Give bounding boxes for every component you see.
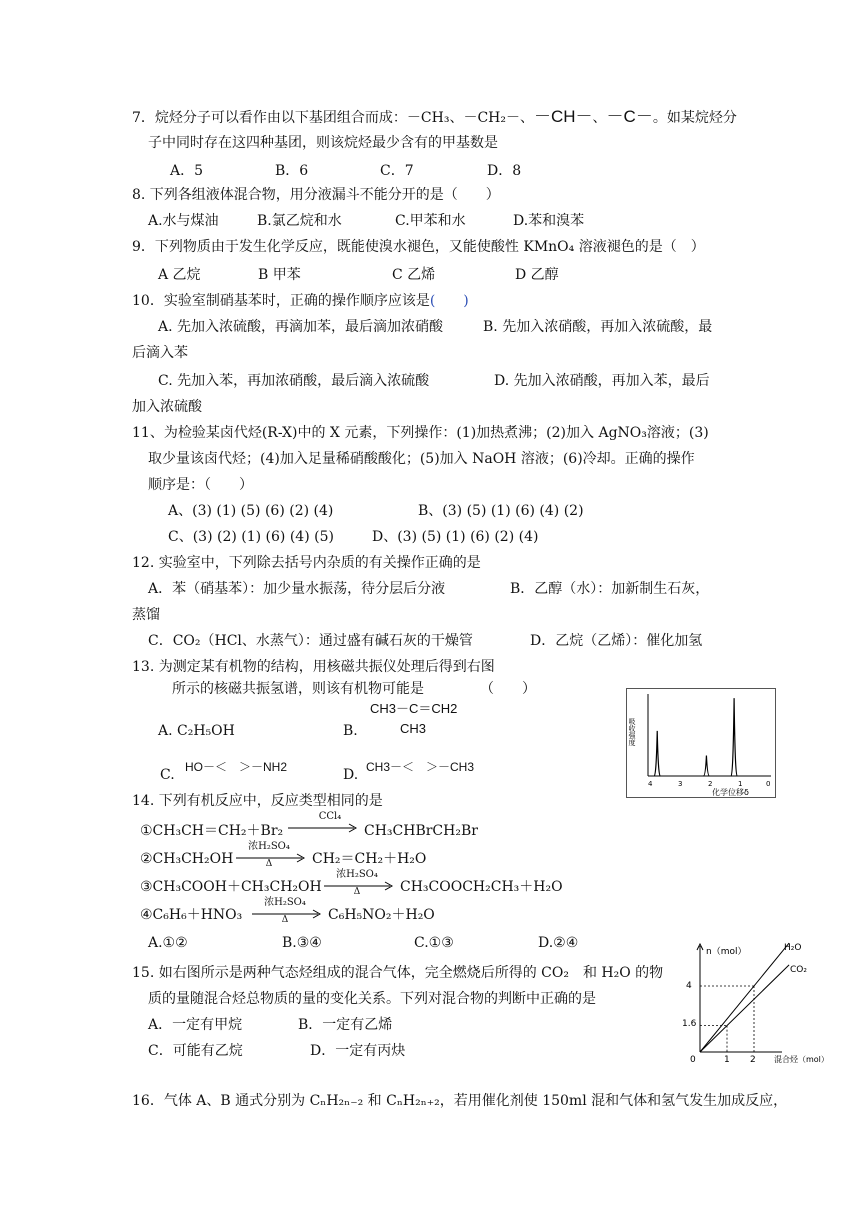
q7-option-c: C．7 [380, 163, 414, 179]
nmr-tick-0: 0 [766, 780, 771, 788]
q10-option-b: B. 先加入浓硝酸，再加入浓硫酸，最 [483, 319, 713, 335]
q10-stem: 10．实验室制硝基苯时，正确的操作顺序应该是( ) [132, 293, 469, 309]
q10-option-d: D. 先加入浓硝酸，再加入苯，最后 [494, 373, 710, 389]
q8-stem: 8. 下列各组液体混合物，用分液漏斗不能分开的是（ ） [132, 187, 500, 203]
q12-option-c: C．CO₂（HCl、水蒸气）：通过盛有碱石灰的干燥管 [148, 633, 473, 649]
q9-option-b: B 甲苯 [258, 267, 301, 283]
q11-line1: 11、为检验某卤代烃(R-X)中的 X 元素，下列操作：(1)加热煮沸；(2)加入 AgNO₃溶液；(3) [132, 425, 709, 441]
q14-r1-cond: CCl₄ [318, 811, 342, 822]
q13-option-d-label: D. [343, 767, 359, 783]
q7-group-c: －C－ [606, 107, 653, 126]
q12-option-a: A．苯（硝基苯）：加少量水振荡，待分层后分液 [148, 581, 446, 597]
q14-r2-cond: 浓H₂SO₄ [248, 841, 290, 852]
q14-r4-cond2: Δ [281, 915, 289, 925]
q9-option-d: D 乙醇 [515, 267, 559, 283]
q10-option-c: C. 先加入苯，再加浓硝酸，最后滴入浓硫酸 [158, 373, 430, 389]
q13-option-b-label: B. [343, 723, 358, 739]
q14-option-a: A.①② [148, 935, 188, 951]
q10-option-b-cont: 后滴入苯 [132, 345, 188, 361]
q13-option-c-struct: HO－＜ ＞－NH2 [185, 760, 288, 774]
q15-origin: 0 [690, 1055, 696, 1065]
q14-r4-left: ④C₆H₆＋HNO₃ [140, 907, 243, 923]
nmr-spectrum-svg [626, 688, 776, 798]
q15-line-h2o [700, 943, 789, 1052]
q7-line2: 子中同时存在这四种基团，则该烷烃最少含有的甲基数是 [148, 135, 498, 151]
q15-graph-figure [682, 940, 832, 1074]
q15-y-tick-4: 4 [686, 981, 692, 991]
nmr-tick-4: 4 [648, 780, 653, 788]
nmr-x-label: 化学位移δ [712, 788, 749, 797]
q12-option-b: B．乙醇（水）：加新制生石灰， [510, 581, 710, 597]
q8-option-b: B.氯乙烷和水 [257, 213, 342, 229]
q13-line1: 13. 为测定某有机物的结构，用核磁共振仪处理后得到右图 [132, 659, 495, 675]
q8-option-c: C.甲苯和水 [395, 213, 466, 229]
q14-stem: 14. 下列有机反应中，反应类型相同的是 [132, 793, 383, 809]
q13-option-d-struct: CH3－＜ ＞－CH3 [366, 760, 475, 774]
q14-r3-right: CH₃COOCH₂CH₃＋H₂O [400, 879, 563, 895]
q10-option-d-cont: 加入浓硫酸 [132, 399, 202, 415]
nmr-y-label: 吸收强度 [628, 718, 636, 746]
q15-co2-label: CO₂ [790, 965, 807, 975]
q14-r4-cond: 浓H₂SO₄ [264, 897, 306, 908]
q15-graph-svg [682, 940, 832, 1070]
q15-option-b: B．一定有乙烯 [298, 1017, 393, 1033]
q8-option-a: A.水与煤油 [148, 213, 219, 229]
q11-line2: 取少量该卤代烃；(4)加入足量稀硝酸酸化；(5)加入 NaOH 溶液；(6)冷却。正确的操作 [148, 451, 695, 467]
q11-line3: 顺序是：（ ） [148, 477, 253, 493]
q7-group-ch: －CH－ [533, 107, 593, 126]
q14-r4-right: C₆H₅NO₂＋H₂O [328, 907, 435, 923]
q15-series [700, 943, 789, 1052]
q13-paren: （ ） [480, 681, 536, 697]
q14-option-b: B.③④ [282, 935, 322, 951]
q15-h2o-label: H₂O [784, 943, 802, 953]
q12-stem: 12. 实验室中，下列除去括号内杂质的有关操作正确的是 [132, 555, 481, 571]
q15-y-label: n（mol） [706, 947, 747, 957]
q14-r1-arrow [288, 822, 360, 834]
q14-r3-cond2: Δ [353, 887, 361, 897]
q9-option-a: A 乙烷 [158, 267, 201, 283]
q7-line1: 7．烷烃分子可以看作由以下基团组合而成：－CH₃、－CH₂－、－CH－、－C－。如某烷烃分 [132, 107, 737, 126]
q11-option-a: A、(3) (1) (5) (6) (2) (4) [168, 503, 334, 519]
q14-r3-left: ③CH₃COOH＋CH₃CH₂OH [140, 879, 322, 895]
q14-r2-left: ②CH₃CH₂OH [140, 851, 234, 867]
nmr-spectrum-figure [626, 688, 776, 802]
q7-option-b: B．6 [275, 163, 309, 179]
q13-option-a: A. C₂H₅OH [158, 723, 235, 739]
q11-option-c: C、(3) (2) (1) (6) (4) (5) [168, 529, 334, 545]
q14-option-d: D.②④ [538, 935, 579, 951]
q15-line1: 15. 如右图所示是两种气态烃组成的混合气体，完全燃烧后所得的 CO₂ 和 H₂O 的物 [132, 965, 664, 981]
q10-option-a: A. 先加入浓硫酸，再滴加苯，最后滴加浓硝酸 [158, 319, 444, 335]
q14-r2-right: CH₂＝CH₂＋H₂O [312, 851, 427, 867]
q12-option-b-cont: 蒸馏 [132, 607, 160, 623]
q15-option-a: A．一定有甲烷 [148, 1017, 243, 1033]
q16-line1: 16．气体 A、B 通式分别为 CₙH₂ₙ₋₂ 和 CₙH₂ₙ₊₂，若用催化剂使 150ml 混和气体和氢气发生加成反应， [132, 1093, 788, 1109]
q14-r3-cond: 浓H₂SO₄ [336, 869, 378, 880]
nmr-tick-3: 3 [678, 780, 683, 788]
q11-option-b: B、(3) (5) (1) (6) (4) (2) [418, 503, 584, 519]
q15-line2: 质的量随混合烃总物质的量的变化关系。下列对混合物的判断中正确的是 [148, 991, 596, 1007]
q11-option-d: D、(3) (5) (1) (6) (2) (4) [372, 529, 539, 545]
q15-option-c: C．可能有乙烷 [148, 1043, 243, 1059]
q10-paren: ( ) [429, 293, 469, 309]
q15-x-tick-1: 1 [724, 1055, 730, 1065]
nmr-tick-1: 1 [738, 780, 743, 788]
q14-r2-cond2: Δ [265, 859, 273, 869]
q15-line-co2 [700, 965, 789, 1052]
q14-r1-right: CH₃CHBrCH₂Br [364, 823, 478, 839]
q15-x-label: 混合烃（mol） [774, 1055, 829, 1064]
q15-y-tick-16: 1.6 [682, 1019, 697, 1029]
q12-option-d: D．乙烷（乙烯）：催化加氢 [530, 633, 703, 649]
q13-line2: 所示的核磁共振氢谱，则该有机物可能是 [172, 681, 424, 697]
q13-option-b-struct-ch3: CH3 [400, 721, 427, 736]
q14-option-c: C.①③ [414, 935, 454, 951]
q15-x-tick-2: 2 [750, 1055, 756, 1065]
q15-option-d: D．一定有丙炔 [310, 1043, 406, 1059]
q13-option-c-label: C. [160, 767, 175, 783]
q14-r1-left: ①CH₃CH＝CH₂＋Br₂ [140, 823, 284, 839]
q13-option-b-struct: CH3－C＝CH2 [370, 701, 458, 716]
q7-option-d: D．8 [487, 163, 522, 179]
q9-option-c: C 乙烯 [392, 267, 436, 283]
nmr-tick-2: 2 [708, 780, 713, 788]
q7-option-a: A．5 [170, 163, 204, 179]
q9-stem: 9．下列物质由于发生化学反应，既能使溴水褪色，又能使酸性 KMnO₄ 溶液褪色的是（ ） [132, 239, 705, 255]
q8-option-d: D.苯和溴苯 [513, 213, 585, 229]
